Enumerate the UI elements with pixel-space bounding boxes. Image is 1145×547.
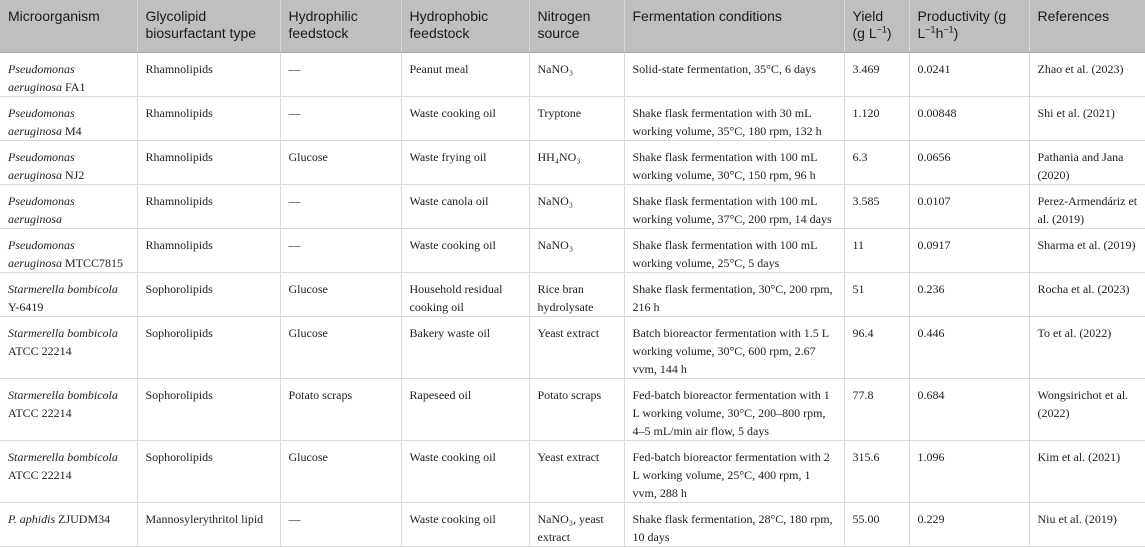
table-body [0, 52, 1145, 546]
header-row [0, 0, 1145, 52]
header-hydrophilic-feedstock: Hydrophilic feedstock [280, 0, 401, 52]
hydrophilic-cell: — [280, 184, 401, 228]
nitrogen-cell: Potato scraps [529, 378, 624, 440]
species-name: P. aphidis [8, 511, 56, 526]
header-yield [844, 0, 909, 52]
reference-cell: Wongsirichot et al. (2022) [1029, 378, 1145, 440]
yield-unit-exp: −1 [876, 24, 887, 35]
productivity-cell: 1.096 [909, 440, 1029, 502]
header-references: References [1029, 0, 1145, 52]
yield-cell: 3.469 [844, 52, 909, 96]
conditions-cell: Solid-state fermentation, 35°C, 6 days [624, 52, 844, 96]
strain-name: ATCC 22214 [8, 405, 72, 420]
glycolipid-type-cell: Sophorolipids [137, 272, 280, 316]
hydrophilic-cell: Glucose [280, 272, 401, 316]
reference-cell: Pathania and Jana (2020) [1029, 140, 1145, 184]
nitrogen-cell: NaNO₃ [529, 228, 624, 272]
yield-cell: 1.120 [844, 96, 909, 140]
nitrogen-cell: Tryptone [529, 96, 624, 140]
glycolipid-type-cell: Rhamnolipids [137, 184, 280, 228]
strain-name: FA1 [65, 79, 86, 94]
productivity-cell: 0.0656 [909, 140, 1029, 184]
reference-cell: Shi et al. (2021) [1029, 96, 1145, 140]
species-name: Starmerella bombicola [8, 449, 118, 464]
productivity-unit-b: h [935, 25, 944, 41]
strain-name: ATCC 22214 [8, 343, 72, 358]
microorganism-cell [0, 140, 137, 184]
species-name: Starmerella bombicola [8, 281, 118, 296]
hydrophobic-cell: Waste cooking oil [401, 96, 529, 140]
microorganism-cell [0, 316, 137, 378]
hydrophobic-cell: Waste cooking oil [401, 228, 529, 272]
header-productivity [909, 0, 1029, 52]
conditions-cell: Shake flask fermentation, 30°C, 200 rpm, 216 h [624, 272, 844, 316]
header-nitrogen-source: Nitrogen source [529, 0, 624, 52]
reference-cell: Perez-Armendáriz et al. (2019) [1029, 184, 1145, 228]
header-glycolipid-type: Glycolipid biosurfactant type [137, 0, 280, 52]
conditions-cell: Shake flask fermentation with 30 mL working volume, 35°C, 180 rpm, 132 h [624, 96, 844, 140]
table-row [0, 184, 1145, 228]
conditions-cell: Shake flask fermentation with 100 mL working volume, 25°C, 5 days [624, 228, 844, 272]
table-row [0, 140, 1145, 184]
yield-cell: 11 [844, 228, 909, 272]
hydrophobic-cell: Waste cooking oil [401, 440, 529, 502]
hydrophobic-cell: Waste frying oil [401, 140, 529, 184]
reference-cell: Niu et al. (2019) [1029, 502, 1145, 546]
glycolipid-type-cell: Mannosylerythritol lipid [137, 502, 280, 546]
productivity-cell: 0.00848 [909, 96, 1029, 140]
hydrophilic-cell: — [280, 52, 401, 96]
productivity-cell: 0.0917 [909, 228, 1029, 272]
strain-name: ATCC 22214 [8, 467, 72, 482]
glycolipid-type-cell: Sophorolipids [137, 440, 280, 502]
glycolipid-type-cell: Sophorolipids [137, 378, 280, 440]
hydrophobic-cell: Bakery waste oil [401, 316, 529, 378]
nitrogen-cell: Rice bran hydrolysate [529, 272, 624, 316]
table-row [0, 316, 1145, 378]
yield-cell: 51 [844, 272, 909, 316]
yield-cell: 315.6 [844, 440, 909, 502]
productivity-unit-a: L [917, 25, 926, 41]
productivity-unit-c: ) [953, 25, 959, 41]
microorganism-cell [0, 228, 137, 272]
reference-cell: Kim et al. (2021) [1029, 440, 1145, 502]
conditions-cell: Fed-batch bioreactor fermentation with 1 L working volume, 30°C, 200–800 rpm, 4–5 mL/min air flow, 5 days [624, 378, 844, 440]
glycolipid-type-cell: Rhamnolipids [137, 96, 280, 140]
reference-cell: Rocha et al. (2023) [1029, 272, 1145, 316]
hydrophobic-cell: Household residual cooking oil [401, 272, 529, 316]
productivity-cell: 0.0107 [909, 184, 1029, 228]
glycolipid-type-cell: Rhamnolipids [137, 140, 280, 184]
species-name: Starmerella bombicola [8, 387, 118, 402]
hydrophilic-cell: Potato scraps [280, 378, 401, 440]
yield-unit-prefix: (g L [852, 25, 877, 41]
table-row [0, 52, 1145, 96]
table-row [0, 272, 1145, 316]
hydrophobic-cell: Rapeseed oil [401, 378, 529, 440]
yield-cell: 96.4 [844, 316, 909, 378]
hydrophobic-cell: Waste cooking oil [401, 502, 529, 546]
species-name: Pseudomonas aeruginosa [8, 237, 75, 270]
productivity-cell: 0.0241 [909, 52, 1029, 96]
productivity-cell: 0.236 [909, 272, 1029, 316]
strain-name: MTCC7815 [65, 255, 124, 270]
productivity-label: Productivity (g [917, 8, 1007, 24]
nitrogen-cell: NaNO₃, yeast extract [529, 502, 624, 546]
strain-name: NJ2 [65, 167, 85, 182]
hydrophilic-cell: Glucose [280, 440, 401, 502]
productivity-exp2: −1 [943, 24, 954, 35]
table-row [0, 228, 1145, 272]
conditions-cell: Batch bioreactor fermentation with 1.5 L working volume, 30°C, 600 rpm, 2.67 vvm, 144 h [624, 316, 844, 378]
conditions-cell: Fed-batch bioreactor fermentation with 2 L working volume, 25°C, 400 rpm, 1 vvm, 288 h [624, 440, 844, 502]
species-name: Starmerella bombicola [8, 325, 118, 340]
glycolipid-type-cell: Rhamnolipids [137, 52, 280, 96]
table-row [0, 96, 1145, 140]
productivity-exp1: −1 [925, 24, 936, 35]
hydrophilic-cell: — [280, 502, 401, 546]
microorganism-cell [0, 272, 137, 316]
conditions-cell: Shake flask fermentation, 28°C, 180 rpm, 10 days [624, 502, 844, 546]
hydrophilic-cell: Glucose [280, 140, 401, 184]
conditions-cell: Shake flask fermentation with 100 mL working volume, 30°C, 150 rpm, 96 h [624, 140, 844, 184]
species-name: Pseudomonas aeruginosa [8, 193, 75, 226]
microorganism-cell [0, 502, 137, 546]
glycolipid-type-cell: Sophorolipids [137, 316, 280, 378]
yield-cell: 3.585 [844, 184, 909, 228]
reference-cell: Sharma et al. (2019) [1029, 228, 1145, 272]
hydrophobic-cell: Peanut meal [401, 52, 529, 96]
productivity-cell: 0.229 [909, 502, 1029, 546]
strain-name: ZJUDM34 [58, 511, 111, 526]
glycolipid-type-cell: Rhamnolipids [137, 228, 280, 272]
strain-name: M4 [65, 123, 82, 138]
conditions-cell: Shake flask fermentation with 100 mL working volume, 37°C, 200 rpm, 14 days [624, 184, 844, 228]
header-fermentation-conditions: Fermentation conditions [624, 0, 844, 52]
microorganism-cell [0, 378, 137, 440]
nitrogen-cell: NaNO₃ [529, 184, 624, 228]
microorganism-cell [0, 184, 137, 228]
yield-unit-suffix: ) [886, 25, 892, 41]
microorganism-cell [0, 96, 137, 140]
table-row [0, 440, 1145, 502]
productivity-cell: 0.684 [909, 378, 1029, 440]
nitrogen-cell: NaNO₃ [529, 52, 624, 96]
microorganism-cell [0, 52, 137, 96]
nitrogen-cell: HH₄NO₃ [529, 140, 624, 184]
yield-cell: 55.00 [844, 502, 909, 546]
yield-cell: 6.3 [844, 140, 909, 184]
hydrophilic-cell: — [280, 228, 401, 272]
strain-name: Y-6419 [8, 299, 44, 314]
species-name: Pseudomonas aeruginosa [8, 149, 75, 182]
hydrophobic-cell: Waste canola oil [401, 184, 529, 228]
hydrophilic-cell: Glucose [280, 316, 401, 378]
productivity-cell: 0.446 [909, 316, 1029, 378]
yield-label: Yield [852, 8, 884, 24]
nitrogen-cell: Yeast extract [529, 440, 624, 502]
header-hydrophobic-feedstock: Hydrophobic feedstock [401, 0, 529, 52]
table-row [0, 378, 1145, 440]
nitrogen-cell: Yeast extract [529, 316, 624, 378]
yield-cell: 77.8 [844, 378, 909, 440]
reference-cell: To et al. (2022) [1029, 316, 1145, 378]
header-microorganism: Microorganism [0, 0, 137, 52]
species-name: Pseudomonas aeruginosa [8, 105, 75, 138]
table-row [0, 502, 1145, 546]
reference-cell: Zhao et al. (2023) [1029, 52, 1145, 96]
microorganism-cell [0, 440, 137, 502]
hydrophilic-cell: — [280, 96, 401, 140]
species-name: Pseudomonas aeruginosa [8, 61, 75, 94]
